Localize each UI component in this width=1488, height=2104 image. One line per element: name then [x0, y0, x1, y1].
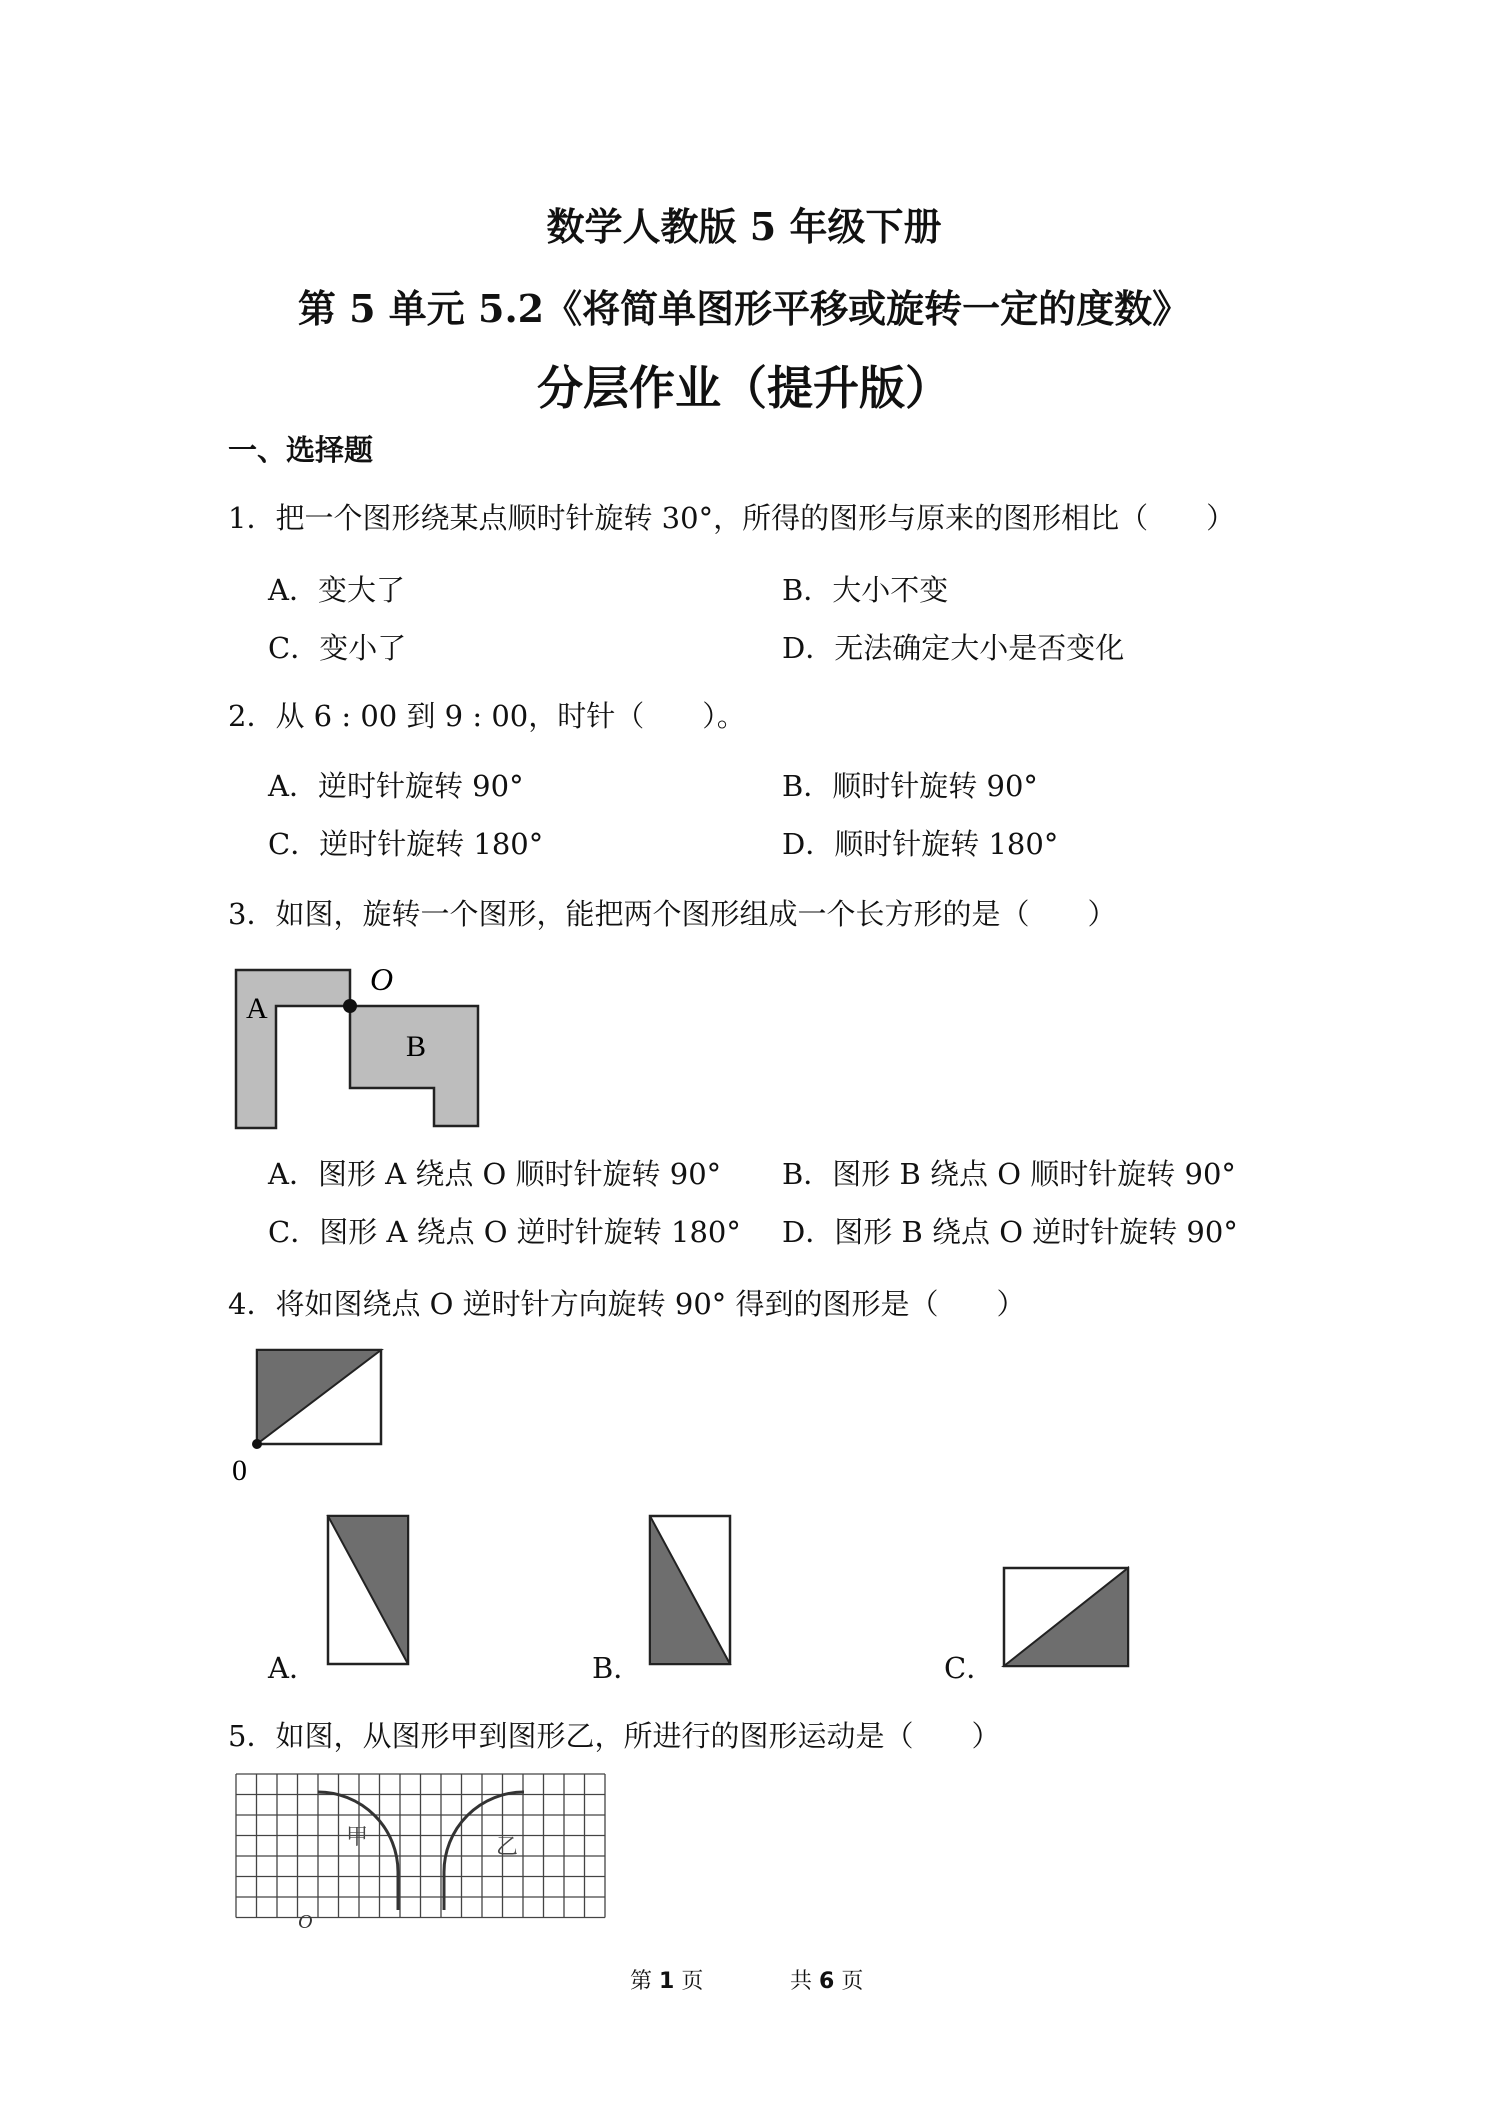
point-o-label: 0 — [232, 1454, 247, 1487]
question-4-option-a: A． — [268, 1651, 318, 1685]
question-4-stem: 4．将如图绕点 O 逆时针方向旋转 90° 得到的图形是（ ） — [228, 1287, 1026, 1321]
question-3-stem: 3．如图，旋转一个图形，能把两个图形组成一个长方形的是（ ） — [228, 897, 1117, 931]
worksheet-title-unit: 第 5 单元 5.2《将简单图形平移或旋转一定的度数》 — [297, 286, 1191, 331]
question-2-stem: 2．从 6 : 00 到 9 : 00，时针（ ）。 — [228, 699, 746, 733]
question-4-option-a-figure — [322, 1510, 414, 1670]
point-o-dot — [252, 1439, 262, 1449]
question-2-option-c: C．逆时针旋转 180° — [268, 827, 544, 861]
point-o-dot — [343, 999, 357, 1013]
shape-jia-label: 甲 — [346, 1825, 369, 1850]
question-4-figure — [228, 1342, 398, 1492]
question-1-option-d: D．无法确定大小是否变化 — [782, 631, 1125, 665]
question-5-stem: 5．如图，从图形甲到图形乙，所进行的图形运动是（ ） — [228, 1719, 1001, 1753]
question-2-option-a: A．逆时针旋转 90° — [268, 769, 524, 803]
question-4-option-c-figure — [998, 1562, 1134, 1672]
point-o-label: O — [370, 961, 394, 997]
question-1-stem: 1．把一个图形绕某点顺时针旋转 30°，所得的图形与原来的图形相比（ ） — [228, 501, 1236, 535]
worksheet-title-level: 分层作业（提升版） — [537, 361, 951, 415]
shape-jia-arc — [318, 1792, 398, 1910]
grid-lines — [236, 1774, 605, 1918]
question-4-option-c: C． — [944, 1651, 996, 1685]
shape-a-label: A — [246, 992, 268, 1025]
question-5-grid-figure — [234, 1772, 620, 1928]
footer-total-pages: 共 6 页 — [790, 1969, 864, 1994]
question-3-figure — [232, 958, 492, 1138]
worksheet-title-grade: 数学人教版 5 年级下册 — [546, 204, 942, 249]
shape-b — [350, 1006, 478, 1126]
section-heading-multiple-choice: 一、选择题 — [228, 433, 374, 467]
question-2-option-d: D．顺时针旋转 180° — [782, 827, 1059, 861]
question-1-option-c: C．变小了 — [268, 631, 407, 665]
point-o-label: O — [298, 1911, 313, 1928]
question-4-option-b: B． — [592, 1651, 643, 1685]
question-3-option-a: A．图形 A 绕点 O 顺时针旋转 90° — [268, 1157, 722, 1191]
shape-b-label: B — [406, 1030, 427, 1063]
question-4-option-b-figure — [644, 1510, 736, 1670]
footer-page-number: 第 1 页 — [630, 1969, 704, 1994]
shape-yi-label: 乙 — [496, 1835, 519, 1860]
question-3-option-d: D．图形 B 绕点 O 逆时针旋转 90° — [782, 1215, 1238, 1249]
question-2-option-b: B．顺时针旋转 90° — [782, 769, 1038, 803]
question-3-option-c: C．图形 A 绕点 O 逆时针旋转 180° — [268, 1215, 741, 1249]
question-3-option-b: B．图形 B 绕点 O 顺时针旋转 90° — [782, 1157, 1236, 1191]
question-1-option-a: A．变大了 — [268, 573, 405, 607]
question-1-option-b: B．大小不变 — [782, 573, 949, 607]
